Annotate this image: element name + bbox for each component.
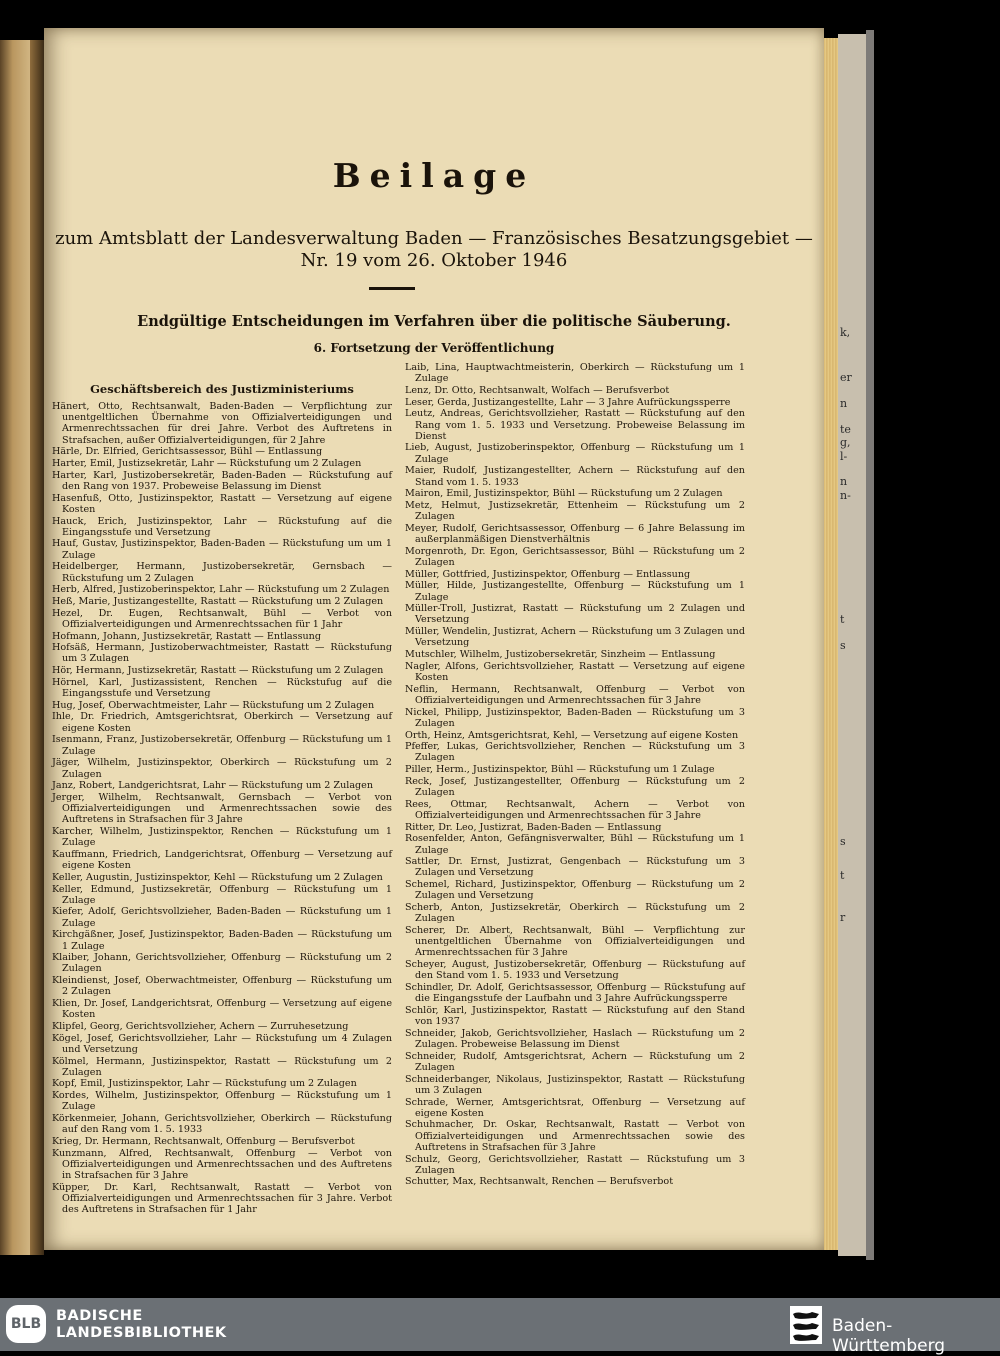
list-item: Isenmann, Franz, Justizobersekretär, Offenburg — Rückstufung um 1 Zulage — [52, 734, 392, 757]
list-item: Rees, Ottmar, Rechtsanwalt, Achern — Verbot von Offizialverteidigungen und Armenrechtssachen für 3 Jahre — [405, 798, 745, 821]
list-item: Schneider, Rudolf, Amtsgerichtsrat, Achern — Rückstufung um 2 Zulagen — [405, 1050, 745, 1073]
adjacent-page-fragment: n- — [840, 489, 851, 502]
list-item: Jäger, Wilhelm, Justizinspektor, Oberkirch — Rückstufung um 2 Zulagen — [52, 757, 392, 780]
list-item: Schneiderbanger, Nikolaus, Justizinspektor, Rastatt — Rückstufung um 3 Zulagen — [405, 1073, 745, 1096]
list-item: Schuhmacher, Dr. Oskar, Rechtsanwalt, Rastatt — Verbot von Offizialverteidigungen und Armenrechtssachen sowie des Auftretens in Strafsachen für 3 Jahre — [405, 1119, 745, 1153]
list-item: Hör, Hermann, Justizsekretär, Rastatt — Rückstufung um 2 Zulagen — [52, 665, 384, 677]
list-item: Kauffmann, Friedrich, Landgerichtsrat, Offenburg — Versetzung auf eigene Kosten — [52, 848, 392, 872]
list-item: Schneider, Jakob, Gerichtsvollzieher, Haslach — Rückstufung um 2 Zulagen. Probeweise Belassung im Dienst — [405, 1027, 745, 1050]
list-item: Kölmel, Hermann, Justizinspektor, Rastatt — Rückstufung um 2 Zulagen — [52, 1055, 392, 1078]
list-item: Schulz, Georg, Gerichtsvollzieher, Rastatt — Rückstufung um 3 Zulagen — [405, 1153, 745, 1176]
list-item: Reck, Josef, Justizangestellter, Offenburg — Rückstufung um 2 Zulagen — [405, 775, 745, 799]
list-item: Nagler, Alfons, Gerichtsvollzieher, Rastatt — Versetzung auf eigene Kosten — [405, 660, 745, 683]
list-item: Pfeffer, Lukas, Gerichtsvollzieher, Renchen — Rückstufung um 3 Zulagen — [405, 741, 745, 764]
list-item: Kirchgäßner, Josef, Justizinspektor, Baden-Baden — Rückstufung um 1 Zulage — [52, 929, 392, 952]
adjacent-page-fragment: n — [840, 475, 848, 488]
list-item: Hauf, Gustav, Justizinspektor, Baden-Baden — Rückstufung um um 1 Zulage — [52, 538, 392, 561]
list-item: Schrade, Werner, Amtsgerichtsrat, Offenburg — Versetzung auf eigene Kosten — [405, 1096, 745, 1119]
adjacent-page-fragment: r — [840, 911, 846, 924]
list-item: Kiefer, Adolf, Gerichtsvollzieher, Baden-Baden — Rückstufung um 1 Zulage — [52, 906, 392, 929]
ministry-heading: Geschäftsbereich des Justizministeriums — [90, 382, 354, 396]
list-item: Sattler, Dr. Ernst, Justizrat, Gengenbach — Rückstufung um 3 Zulagen und Versetzung — [405, 856, 745, 879]
list-item: Lieb, August, Justizoberinspektor, Offenburg — Rückstufung um 1 Zulage — [405, 442, 745, 465]
adjacent-page-fragment: l- — [840, 450, 848, 463]
book-binding — [866, 30, 874, 1260]
list-item: Klien, Dr. Josef, Landgerichtsrat, Offenburg — Versetzung auf eigene Kosten — [52, 998, 392, 1021]
list-item: Karcher, Wilhelm, Justizinspektor, Renchen — Rückstufung um 1 Zulage — [52, 826, 392, 849]
list-item: Klipfel, Georg, Gerichtsvollzieher, Achern — Zurruhesetzung — [52, 1020, 349, 1032]
list-item: Harter, Karl, Justizobersekretär, Baden-Baden — Rückstufung auf den Rang von 1937. Probeweise Belassung im Dienst — [52, 469, 392, 492]
adjacent-page-fragment: s — [840, 639, 846, 652]
list-item: Schlör, Karl, Justizinspektor, Rastatt — Rückstufung auf den Stand von 1937 — [405, 1004, 745, 1028]
list-item: Hofmann, Johann, Justizsekretär, Rastatt — Entlassung — [52, 630, 321, 642]
list-item: Leutz, Andreas, Gerichtsvollzieher, Rastatt — Rückstufung auf den Rang vom 1. 5. 1933 und Versetzung. Probeweise Belassung im Dienst — [405, 408, 745, 442]
list-item: Leser, Gerda, Justizangestellte, Lahr — 3 Jahre Aufrückungssperre — [405, 396, 731, 408]
list-item: Müller, Gottfried, Justizinspektor, Offenburg — Entlassung — [405, 568, 691, 580]
list-item: Schutter, Max, Rechtsanwalt, Renchen — Berufsverbot — [405, 1176, 674, 1188]
book-gutter — [30, 40, 44, 1255]
section-heading: Endgültige Entscheidungen im Verfahren über die politische Säuberung. — [137, 313, 731, 330]
list-item: Mutschler, Wilhelm, Justizobersekretär, Sinzheim — Entlassung — [405, 649, 716, 661]
list-item: Scherb, Anton, Justizsekretär, Oberkirch — Rückstufung um 2 Zulagen — [405, 902, 745, 925]
list-item: Schemel, Richard, Justizinspektor, Offenburg — Rückstufung um 2 Zulagen und Versetzung — [405, 879, 745, 902]
list-item: Keller, Augustin, Justizinspektor, Kehl — Rückstufung um 2 Zulagen — [52, 871, 383, 883]
page-title: Beilage — [332, 156, 536, 195]
list-item: Herb, Alfred, Justizoberinspektor, Lahr — Rückstufung um 2 Zulagen — [52, 584, 390, 596]
blb-logo[interactable]: BLB — [6, 1305, 46, 1343]
right-column — [405, 362, 745, 1188]
list-item: Kopf, Emil, Justizinspektor, Lahr — Rückstufung um 2 Zulagen — [52, 1078, 357, 1090]
document-page — [44, 28, 824, 1250]
adjacent-page-fragment: s — [840, 835, 846, 848]
list-item: Heidelberger, Hermann, Justizobersekretär, Gernsbach — Rückstufung um 2 Zulagen — [52, 561, 392, 584]
adjacent-page-fragment: k, — [840, 326, 851, 339]
adjacent-page-fragment: t — [840, 869, 845, 882]
list-item: Lenz, Dr. Otto, Rechtsanwalt, Wolfach — Berufsverbot — [405, 384, 670, 396]
list-item: Neflin, Hermann, Rechtsanwalt, Offenburg — Verbot von Offizialverteidigungen und Armenrechtssachen für 3 Jahre — [405, 683, 745, 706]
list-item: Schindler, Dr. Adolf, Gerichtsassessor, Offenburg — Rückstufung auf die Eingangsstufe der Laufbahn und 3 Jahre Aufrückungssperre — [405, 981, 745, 1005]
list-item: Keller, Edmund, Justizsekretär, Offenburg — Rückstufung um 1 Zulage — [52, 883, 392, 906]
library-name[interactable] — [56, 1308, 227, 1342]
list-item: Hug, Josef, Oberwachtmeister, Lahr — Rückstufung um 2 Zulagen — [52, 699, 375, 711]
page-subtitle: zum Amtsblatt der Landesverwaltung Baden — Französisches Besatzungsgebiet — — [55, 228, 813, 249]
library-name-line2: LANDESBIBLIOTHEK — [56, 1325, 227, 1341]
list-item: Meyer, Rudolf, Gerichtsassessor, Offenburg — 6 Jahre Belassung im außerplanmäßigen Dienstverhältnis — [405, 522, 745, 546]
list-item: Kleindienst, Josef, Oberwachtmeister, Offenburg — Rückstufung um 2 Zulagen — [52, 975, 392, 998]
list-item: Metz, Helmut, Justizsekretär, Ettenheim — Rückstufung um 2 Zulagen — [405, 499, 745, 523]
list-item: Klaiber, Johann, Gerichtsvollzieher, Offenburg — Rückstufung um 2 Zulagen — [52, 952, 392, 975]
list-item: Müller-Troll, Justizrat, Rastatt — Rückstufung um 2 Zulagen und Versetzung — [405, 603, 745, 626]
adjacent-page-fragment: er — [840, 371, 852, 384]
list-item: Nickel, Philipp, Justizinspektor, Baden-Baden — Rückstufung um 3 Zulagen — [405, 706, 745, 729]
list-item: Scheyer, August, Justizobersekretär, Offenburg — Rückstufung auf den Stand vom 1. 5. 1933 und Versetzung — [405, 959, 745, 982]
list-item: Kunzmann, Alfred, Rechtsanwalt, Offenburg — Verbot von Offizialverteidigungen und Armenrechtssachen und des Auftretens in Strafsachen für 3 Jahre — [52, 1147, 392, 1182]
list-item: Piller, Herm., Justizinspektor, Bühl — Rückstufung um 1 Zulage — [405, 764, 715, 776]
adjacent-page-fragment: t — [840, 613, 845, 626]
list-item: Scherer, Dr. Albert, Rechtsanwalt, Bühl — Verpflichtung zur unentgeltlichen Übernahme von Offizialverteidigungen und Armenrechtssachen für 3 Jahre — [405, 924, 745, 959]
adjacent-page-fragment: te — [840, 423, 851, 436]
library-name-line1: BADISCHE — [56, 1308, 143, 1324]
list-item: Härle, Dr. Elfried, Gerichtsassessor, Bühl — Entlassung — [52, 446, 323, 458]
list-item: Hofsäß, Hermann, Justizoberwachtmeister, Rastatt — Rückstufung um 3 Zulagen — [52, 642, 392, 665]
list-item: Müller, Wendelin, Justizrat, Achern — Rückstufung um 3 Zulagen und Versetzung — [405, 626, 745, 649]
list-item: Hänert, Otto, Rechtsanwalt, Baden-Baden — Verpflichtung zur unentgeltlichen Übernahme von Offizialverteidigungen und Armenrechtssachen für drei Jahre. Verbot des Auftretens in Strafsachen, außer Offizialverteidigungen, für 2 Jahre — [52, 401, 392, 446]
adjacent-page-fragment: g, — [840, 436, 851, 449]
list-item: Küpper, Dr. Karl, Rechtsanwalt, Rastatt — Verbot von Offizialverteidigungen und Armenrechtssachen für 3 Jahre. Verbot des Auftretens in Strafsachen für 1 Jahr — [52, 1181, 392, 1216]
list-item: Krieg, Dr. Hermann, Rechtsanwalt, Offenburg — Berufsverbot — [52, 1136, 355, 1147]
left-column — [52, 383, 392, 1216]
state-name[interactable]: Baden-Württemberg — [832, 1316, 946, 1356]
list-item: Orth, Heinz, Amtsgerichtsrat, Kehl, — Versetzung auf eigene Kosten — [405, 729, 739, 741]
list-item: Laib, Lina, Hauptwachtmeisterin, Oberkirch — Rückstufung um 1 Zulage — [405, 362, 745, 385]
list-item: Harter, Emil, Justizsekretär, Lahr — Rückstufung um 2 Zulagen — [52, 458, 362, 470]
list-item: Janz, Robert, Landgerichtsrat, Lahr — Rückstufung um 2 Zulagen — [52, 780, 374, 792]
list-item: Ritter, Dr. Leo, Justizrat, Baden-Baden — Entlassung — [405, 821, 662, 833]
title-divider — [369, 287, 415, 290]
list-item: Kögel, Josef, Gerichtsvollzieher, Lahr — Rückstufung um 4 Zulagen und Versetzung — [52, 1032, 392, 1055]
section-subheading: 6. Fortsetzung der Veröffentlichung — [313, 341, 555, 355]
list-item: Körkenmeier, Johann, Gerichtsvollzieher, Oberkirch — Rückstufung auf den Rang vom 1. 5. 1933 — [52, 1113, 392, 1136]
list-item: Maier, Rudolf, Justizangestellter, Achern — Rückstufung auf den Stand vom 1. 5. 1933 — [405, 465, 745, 488]
left-entry-list — [52, 401, 392, 1215]
issue-line: Nr. 19 vom 26. Oktober 1946 — [300, 250, 568, 271]
list-item: Ihle, Dr. Friedrich, Amtsgerichtsrat, Oberkirch — Versetzung auf eigene Kosten — [52, 711, 392, 734]
list-item: Mairon, Emil, Justizinspektor, Bühl — Rückstufung um 2 Zulagen — [405, 488, 723, 500]
page-edge — [824, 38, 838, 1250]
list-item: Jerger, Wilhelm, Rechtsanwalt, Gernsbach — Verbot von Offizialverteidigungen und Armenrechtssachen sowie des Auftretens in Strafsachen für 3 Jahre — [52, 791, 392, 826]
list-item: Morgenroth, Dr. Egon, Gerichtsassessor, Bühl — Rückstufung um 2 Zulagen — [405, 545, 745, 568]
list-item: Hauck, Erich, Justizinspektor, Lahr — Rückstufung auf die Eingangsstufe und Versetzung — [52, 515, 392, 538]
right-entry-list — [405, 362, 745, 1188]
list-item: Kordes, Wilhelm, Justizinspektor, Offenburg — Rückstufung um 1 Zulage — [52, 1090, 392, 1113]
adjacent-page-fragment: n — [840, 397, 848, 410]
list-item: Hasenfuß, Otto, Justizinspektor, Rastatt — Versetzung auf eigene Kosten — [52, 492, 392, 515]
coat-of-arms-icon — [790, 1306, 822, 1344]
list-item: Heß, Marie, Justizangestellte, Rastatt — Rückstufung um 2 Zulagen — [52, 595, 384, 607]
list-item: Müller, Hilde, Justizangestellte, Offenburg — Rückstufung um 1 Zulage — [405, 580, 745, 603]
list-item: Hezel, Dr. Eugen, Rechtsanwalt, Bühl — Verbot von Offizialverteidigungen und Armenrechtssachen für 1 Jahr — [52, 607, 392, 630]
list-item: Rosenfelder, Anton, Gefängnisverwalter, Bühl — Rückstufung um 1 Zulage — [405, 833, 745, 856]
list-item: Hörnel, Karl, Justizassistent, Renchen — Rückstufug auf die Eingangsstufe und Versetzung — [52, 676, 392, 700]
